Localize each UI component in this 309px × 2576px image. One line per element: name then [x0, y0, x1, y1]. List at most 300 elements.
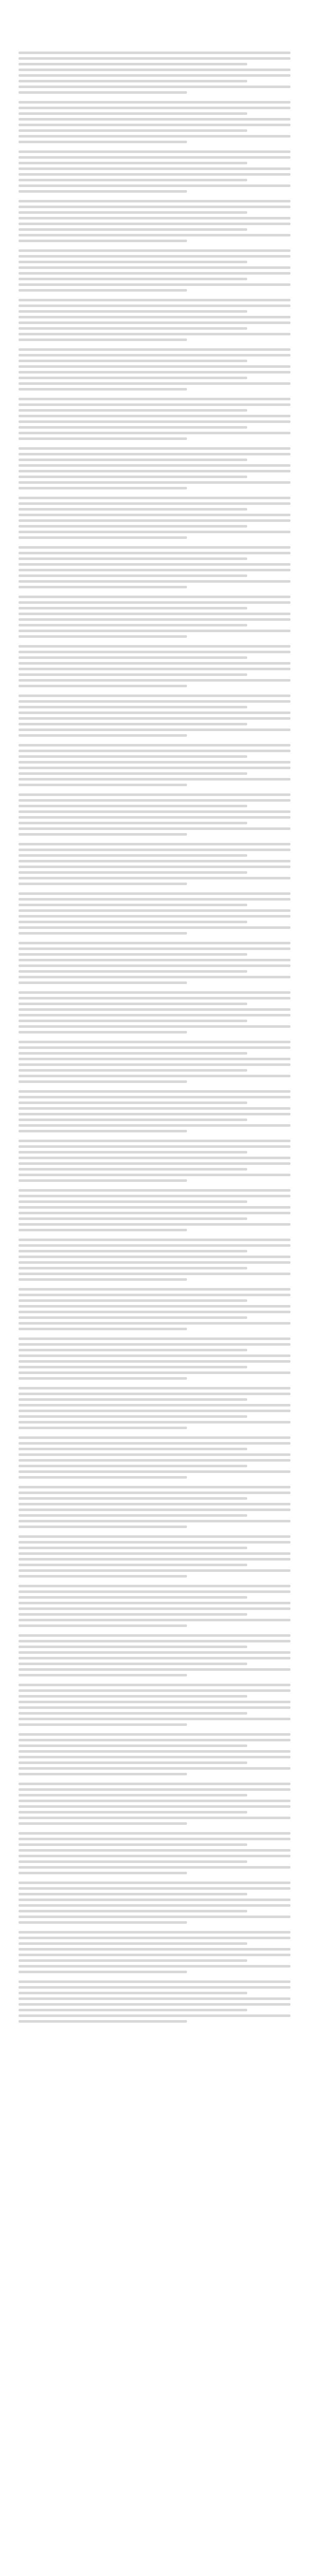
text-line-placeholder	[19, 249, 290, 252]
text-line-placeholder	[19, 101, 290, 104]
text-line-placeholder	[19, 1168, 247, 1171]
text-block	[19, 150, 290, 193]
text-line-placeholder	[19, 447, 290, 450]
text-line-placeholder	[19, 519, 290, 522]
text-line-placeholder	[19, 1288, 290, 1291]
text-line-placeholder	[19, 1140, 290, 1142]
text-line-placeholder	[19, 1189, 290, 1192]
text-line-placeholder	[19, 1552, 290, 1555]
text-line-placeholder	[19, 2014, 290, 2017]
text-line-placeholder	[19, 223, 290, 225]
text-line-placeholder	[19, 586, 187, 588]
text-line-placeholder	[19, 1223, 290, 1226]
text-line-placeholder	[19, 1520, 290, 1522]
text-block	[19, 793, 290, 836]
text-block	[19, 1832, 290, 1874]
text-line-placeholder	[19, 1244, 290, 1247]
text-line-placeholder	[19, 388, 187, 391]
text-line-placeholder	[19, 750, 290, 752]
text-line-placeholder	[19, 1459, 290, 1462]
text-block	[19, 1140, 290, 1182]
text-line-placeholder	[19, 1217, 247, 1220]
text-line-placeholder	[19, 481, 290, 484]
text-block	[19, 1783, 290, 1825]
text-block	[19, 596, 290, 638]
text-line-placeholder	[19, 272, 290, 275]
text-line-placeholder	[19, 1701, 290, 1703]
text-line-placeholder	[19, 360, 247, 362]
text-line-placeholder	[19, 822, 247, 824]
text-line-placeholder	[19, 706, 247, 708]
text-line-placeholder	[19, 607, 247, 609]
text-line-placeholder	[19, 1090, 290, 1093]
text-line-placeholder	[19, 1212, 290, 1214]
text-line-placeholder	[19, 953, 247, 956]
text-line-placeholder	[19, 266, 290, 269]
text-line-placeholder	[19, 74, 290, 77]
text-line-placeholder	[19, 1041, 290, 1043]
text-line-placeholder	[19, 1712, 247, 1715]
text-line-placeholder	[19, 129, 247, 132]
document-subtitle	[19, 36, 290, 44]
text-line-placeholder	[19, 1261, 290, 1264]
text-line-placeholder	[19, 299, 290, 301]
text-line-placeholder	[19, 1849, 290, 1852]
text-block	[19, 1535, 290, 1578]
text-line-placeholder	[19, 909, 290, 912]
text-line-placeholder	[19, 173, 290, 176]
text-line-placeholder	[19, 1497, 247, 1500]
text-line-placeholder	[19, 1997, 290, 2000]
text-line-placeholder	[19, 1607, 290, 1610]
text-line-placeholder	[19, 1794, 247, 1797]
text-block	[19, 447, 290, 489]
text-line-placeholder	[19, 502, 290, 505]
text-line-placeholder	[19, 1492, 290, 1494]
text-block	[19, 398, 290, 440]
text-line-placeholder	[19, 866, 290, 868]
text-line-placeholder	[19, 531, 290, 533]
text-line-placeholder	[19, 1404, 290, 1406]
text-line-placeholder	[19, 970, 247, 973]
text-line-placeholder	[19, 211, 247, 214]
text-line-placeholder	[19, 1805, 290, 1808]
text-line-placeholder	[19, 1311, 290, 1313]
text-line-placeholder	[19, 1442, 290, 1445]
text-line-placeholder	[19, 316, 290, 318]
page-header	[19, 10, 290, 15]
text-line-placeholder	[19, 327, 247, 330]
text-line-placeholder	[19, 921, 247, 923]
text-line-placeholder	[19, 618, 290, 621]
text-line-placeholder	[19, 799, 290, 802]
text-line-placeholder	[19, 1872, 187, 1874]
text-line-placeholder	[19, 1646, 247, 1648]
text-block	[19, 1041, 290, 1083]
text-line-placeholder	[19, 1229, 187, 1231]
text-line-placeholder	[19, 1750, 290, 1753]
text-line-placeholder	[19, 1910, 247, 1912]
text-line-placeholder	[19, 1107, 290, 1110]
text-line-placeholder	[19, 1663, 247, 1665]
text-line-placeholder	[19, 1866, 290, 1869]
text-line-placeholder	[19, 1860, 247, 1863]
text-line-placeholder	[19, 398, 290, 400]
text-line-placeholder	[19, 734, 187, 737]
text-line-placeholder	[19, 947, 290, 950]
text-line-placeholder	[19, 52, 290, 54]
text-line-placeholder	[19, 1421, 290, 1423]
text-line-placeholder	[19, 1003, 247, 1005]
body-text-area	[19, 52, 290, 2023]
text-line-placeholder	[19, 179, 247, 181]
text-block	[19, 1189, 290, 1231]
text-line-placeholder	[19, 1393, 290, 1395]
text-line-placeholder	[19, 1448, 247, 1450]
text-line-placeholder	[19, 700, 290, 703]
document-title	[19, 24, 290, 33]
text-line-placeholder	[19, 1733, 290, 1736]
text-line-placeholder	[19, 1366, 247, 1368]
text-line-placeholder	[19, 1410, 290, 1412]
text-line-placeholder	[19, 150, 290, 153]
text-block	[19, 249, 290, 292]
text-line-placeholder	[19, 453, 290, 455]
text-line-placeholder	[19, 1200, 247, 1203]
text-line-placeholder	[19, 382, 290, 385]
text-line-placeholder	[19, 805, 247, 807]
text-block	[19, 1882, 290, 1924]
text-block	[19, 1288, 290, 1330]
text-line-placeholder	[19, 261, 247, 263]
text-line-placeholder	[19, 1349, 247, 1351]
text-line-placeholder	[19, 1052, 247, 1055]
text-line-placeholder	[19, 755, 247, 758]
text-line-placeholder	[19, 651, 290, 653]
text-line-placeholder	[19, 552, 290, 554]
text-line-placeholder	[19, 409, 247, 412]
text-line-placeholder	[19, 981, 187, 984]
text-line-placeholder	[19, 1322, 290, 1325]
text-line-placeholder	[19, 1882, 290, 1884]
text-line-placeholder	[19, 1744, 247, 1747]
text-line-placeholder	[19, 744, 290, 747]
text-line-placeholder	[19, 167, 290, 170]
text-line-placeholder	[19, 63, 247, 65]
text-line-placeholder	[19, 761, 290, 764]
text-line-placeholder	[19, 580, 290, 583]
text-line-placeholder	[19, 1453, 290, 1456]
text-line-placeholder	[19, 470, 290, 472]
text-line-placeholder	[19, 69, 290, 71]
text-line-placeholder	[19, 685, 187, 687]
text-line-placeholder	[19, 601, 290, 604]
text-block	[19, 52, 290, 94]
text-line-placeholder	[19, 1377, 187, 1380]
text-line-placeholder	[19, 1343, 290, 1346]
text-line-placeholder	[19, 141, 187, 143]
text-line-placeholder	[19, 1800, 290, 1802]
text-line-placeholder	[19, 1436, 290, 1439]
text-line-placeholder	[19, 91, 187, 94]
text-line-placeholder	[19, 1899, 290, 1901]
text-line-placeholder	[19, 278, 247, 280]
text-line-placeholder	[19, 833, 187, 836]
text-line-placeholder	[19, 283, 290, 286]
text-line-placeholder	[19, 1788, 290, 1791]
text-line-placeholder	[19, 1206, 290, 1209]
text-block	[19, 200, 290, 242]
text-line-placeholder	[19, 1503, 290, 1505]
text-line-placeholder	[19, 348, 290, 351]
text-block	[19, 1684, 290, 1726]
text-line-placeholder	[19, 728, 290, 731]
text-line-placeholder	[19, 476, 247, 478]
text-line-placeholder	[19, 403, 290, 406]
text-block	[19, 546, 290, 588]
text-block	[19, 843, 290, 885]
text-line-placeholder	[19, 1063, 290, 1066]
text-line-placeholder	[19, 1942, 247, 1945]
text-line-placeholder	[19, 255, 290, 258]
text-line-placeholder	[19, 904, 247, 906]
text-line-placeholder	[19, 883, 187, 885]
text-line-placeholder	[19, 1723, 187, 1726]
text-line-placeholder	[19, 1046, 290, 1049]
text-line-placeholder	[19, 1020, 247, 1022]
text-line-placeholder	[19, 1113, 290, 1115]
text-block	[19, 942, 290, 984]
text-line-placeholder	[19, 321, 290, 324]
text-line-placeholder	[19, 1305, 290, 1308]
text-line-placeholder	[19, 1585, 290, 1587]
text-line-placeholder	[19, 432, 290, 434]
text-line-placeholder	[19, 371, 290, 374]
text-block	[19, 1585, 290, 1627]
text-line-placeholder	[19, 1832, 290, 1835]
text-line-placeholder	[19, 1239, 290, 1241]
text-line-placeholder	[19, 656, 247, 659]
text-line-placeholder	[19, 1256, 290, 1258]
text-line-placeholder	[19, 1080, 187, 1083]
text-line-placeholder	[19, 1948, 290, 1951]
text-line-placeholder	[19, 898, 290, 901]
text-line-placeholder	[19, 1855, 290, 1857]
text-line-placeholder	[19, 1893, 247, 1895]
text-line-placeholder	[19, 1684, 290, 1686]
text-line-placeholder	[19, 1931, 290, 1934]
text-line-placeholder	[19, 190, 187, 193]
text-line-placeholder	[19, 1069, 247, 1072]
text-block	[19, 348, 290, 391]
text-block	[19, 299, 290, 341]
text-line-placeholder	[19, 662, 290, 665]
text-line-placeholder	[19, 784, 187, 786]
text-line-placeholder	[19, 574, 247, 577]
text-line-placeholder	[19, 135, 290, 138]
text-line-placeholder	[19, 997, 290, 999]
text-line-placeholder	[19, 1921, 187, 1924]
text-line-placeholder	[19, 1360, 290, 1363]
text-block	[19, 1980, 290, 2023]
text-line-placeholder	[19, 459, 247, 461]
text-line-placeholder	[19, 1514, 247, 1517]
text-line-placeholder	[19, 673, 247, 676]
text-line-placeholder	[19, 1157, 290, 1159]
text-line-placeholder	[19, 304, 290, 307]
text-line-placeholder	[19, 1535, 290, 1538]
text-line-placeholder	[19, 976, 290, 978]
text-line-placeholder	[19, 1278, 187, 1281]
text-line-placeholder	[19, 827, 290, 830]
text-line-placeholder	[19, 1145, 290, 1148]
text-block	[19, 1733, 290, 1775]
text-line-placeholder	[19, 206, 290, 208]
text-line-placeholder	[19, 1843, 247, 1846]
text-line-placeholder	[19, 1624, 187, 1627]
text-line-placeholder	[19, 1937, 290, 1939]
text-line-placeholder	[19, 1371, 290, 1374]
text-line-placeholder	[19, 926, 290, 929]
text-line-placeholder	[19, 793, 290, 796]
text-line-placeholder	[19, 1415, 247, 1418]
text-line-placeholder	[19, 1971, 187, 1973]
text-line-placeholder	[19, 525, 247, 528]
text-line-placeholder	[19, 1316, 247, 1319]
text-line-placeholder	[19, 1619, 290, 1621]
text-line-placeholder	[19, 1476, 187, 1479]
text-line-placeholder	[19, 635, 187, 638]
text-line-placeholder	[19, 1299, 247, 1302]
text-line-placeholder	[19, 464, 290, 467]
text-block	[19, 1634, 290, 1676]
text-block	[19, 991, 290, 1033]
text-line-placeholder	[19, 694, 290, 697]
text-line-placeholder	[19, 1569, 290, 1572]
text-line-placeholder	[19, 437, 187, 440]
text-line-placeholder	[19, 1602, 290, 1604]
text-line-placeholder	[19, 1096, 290, 1098]
text-line-placeholder	[19, 2003, 290, 2006]
text-line-placeholder	[19, 124, 290, 126]
text-line-placeholder	[19, 536, 187, 539]
text-line-placeholder	[19, 1118, 247, 1121]
text-line-placeholder	[19, 645, 290, 648]
text-line-placeholder	[19, 1267, 247, 1269]
text-line-placeholder	[19, 1838, 290, 1840]
text-line-placeholder	[19, 1668, 290, 1671]
text-line-placeholder	[19, 1783, 290, 1785]
text-line-placeholder	[19, 1695, 247, 1698]
text-line-placeholder	[19, 354, 290, 357]
text-block	[19, 497, 290, 539]
text-line-placeholder	[19, 1101, 247, 1104]
text-line-placeholder	[19, 717, 290, 720]
text-line-placeholder	[19, 1817, 290, 1819]
text-line-placeholder	[19, 200, 290, 202]
text-line-placeholder	[19, 942, 290, 944]
text-line-placeholder	[19, 234, 290, 236]
text-line-placeholder	[19, 1465, 247, 1467]
text-line-placeholder	[19, 1575, 187, 1578]
text-line-placeholder	[19, 871, 247, 874]
text-line-placeholder	[19, 1328, 187, 1330]
text-line-placeholder	[19, 546, 290, 549]
text-line-placeholder	[19, 1756, 290, 1758]
text-line-placeholder	[19, 333, 290, 335]
text-line-placeholder	[19, 959, 290, 961]
text-line-placeholder	[19, 426, 247, 429]
text-line-placeholder	[19, 1613, 247, 1616]
text-line-placeholder	[19, 1124, 290, 1127]
text-line-placeholder	[19, 964, 290, 967]
text-line-placeholder	[19, 1718, 290, 1720]
text-block	[19, 1387, 290, 1429]
text-line-placeholder	[19, 1767, 290, 1770]
text-line-placeholder	[19, 778, 290, 781]
text-line-placeholder	[19, 228, 247, 231]
text-line-placeholder	[19, 1916, 290, 1918]
text-line-placeholder	[19, 915, 290, 918]
text-line-placeholder	[19, 1590, 290, 1593]
text-line-placeholder	[19, 557, 247, 560]
text-line-placeholder	[19, 1541, 290, 1544]
text-line-placeholder	[19, 1965, 290, 1968]
text-line-placeholder	[19, 892, 290, 895]
text-line-placeholder	[19, 877, 290, 879]
text-line-placeholder	[19, 1486, 290, 1488]
text-line-placeholder	[19, 1706, 290, 1709]
text-line-placeholder	[19, 1558, 290, 1561]
text-block	[19, 1486, 290, 1528]
text-line-placeholder	[19, 1058, 290, 1060]
text-line-placeholder	[19, 1162, 290, 1165]
text-line-placeholder	[19, 1811, 247, 1814]
text-line-placeholder	[19, 156, 290, 159]
text-line-placeholder	[19, 772, 247, 775]
text-block	[19, 645, 290, 687]
text-line-placeholder	[19, 86, 290, 88]
text-line-placeholder	[19, 711, 290, 714]
text-line-placeholder	[19, 508, 247, 511]
text-line-placeholder	[19, 679, 290, 682]
text-line-placeholder	[19, 816, 290, 819]
text-line-placeholder	[19, 860, 290, 862]
text-line-placeholder	[19, 854, 247, 857]
text-block	[19, 744, 290, 786]
text-line-placeholder	[19, 843, 290, 845]
text-line-placeholder	[19, 1470, 290, 1473]
text-line-placeholder	[19, 1509, 290, 1511]
text-line-placeholder	[19, 767, 290, 769]
text-line-placeholder	[19, 1427, 187, 1429]
text-line-placeholder	[19, 310, 247, 313]
text-line-placeholder	[19, 420, 290, 423]
text-line-placeholder	[19, 563, 290, 566]
text-line-placeholder	[19, 112, 247, 115]
text-line-placeholder	[19, 1130, 187, 1132]
text-line-placeholder	[19, 107, 290, 109]
text-line-placeholder	[19, 1986, 290, 1989]
text-line-placeholder	[19, 1739, 290, 1741]
text-line-placeholder	[19, 377, 247, 379]
text-line-placeholder	[19, 1398, 247, 1401]
text-line-placeholder	[19, 1075, 290, 1077]
text-line-placeholder	[19, 668, 290, 670]
text-line-placeholder	[19, 596, 290, 598]
text-line-placeholder	[19, 1773, 187, 1775]
text-line-placeholder	[19, 1031, 187, 1033]
